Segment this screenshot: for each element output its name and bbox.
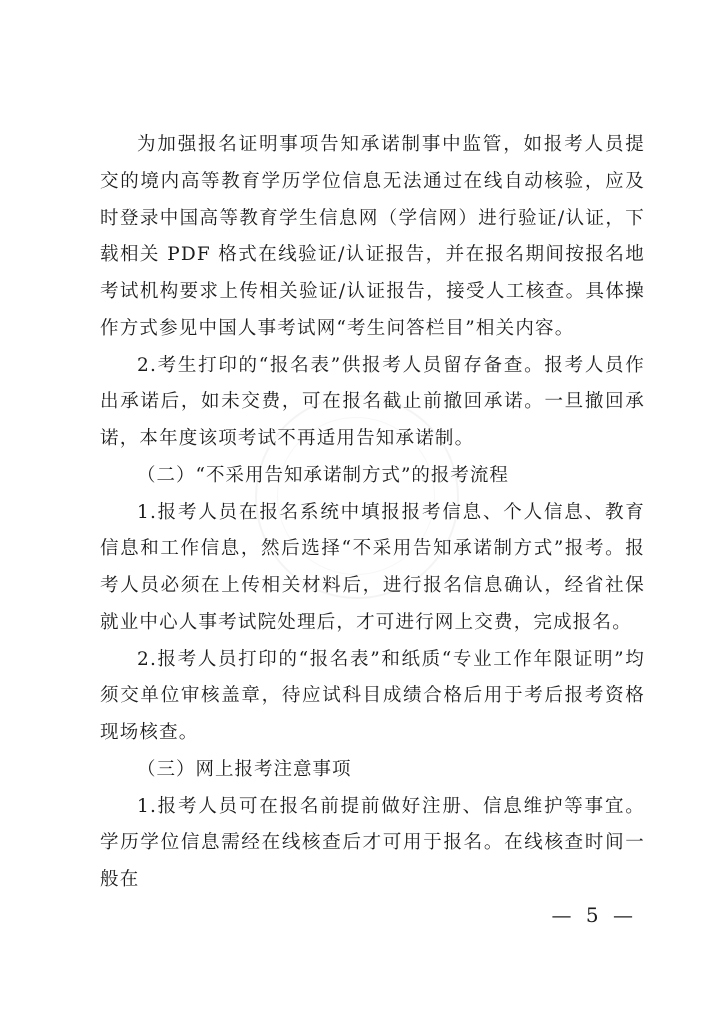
paragraph-notes: 1.报考人员可在报名前提前做好注册、信息维护等事宜。学历学位信息需经在线核查后才可用于报名。在线核查时间一般在 [100, 795, 645, 890]
document-body [100, 127, 645, 899]
section-heading-2: （二）“不采用告知承诺制方式”的报考流程 [137, 464, 509, 486]
section-heading-3: （三）网上报考注意事项 [137, 758, 352, 780]
paragraph-print-form-stamp: 2.报考人员打印的“报名表”和纸质“专业工作年限证明”均须交单位审核盖章，待应试科目成绩合格后用于考后报考资格现场核查。 [100, 648, 645, 743]
page-number: — 5 — [551, 903, 637, 927]
paragraph-non-commitment-process: 1.报考人员在报名系统中填报报考信息、个人信息、教育信息和工作信息，然后选择“不采用告知承诺制方式”报考。报考人员必须在上传相关材料后，进行报名信息确认，经省社保就业中心人事考试院处理后，才可进行网上交费，完成报名。 [100, 501, 645, 633]
paragraph-verification: 为加强报名证明事项告知承诺制事中监管，如报考人员提交的境内高等教育学历学位信息无法通过在线自动核验，应及时登录中国高等教育学生信息网（学信网）进行验证/认证，下载相关 PDF 格式在线验证/认证报告，并在报名期间按报名地考试机构要求上传相关验证/认证报告，接受人工核查。具体操作方式参见中国人事考试网“考生问答栏目”相关内容。 [100, 134, 645, 339]
paragraph-print-form: 2.考生打印的“报名表”供报考人员留存备查。报考人员作出承诺后，如未交费，可在报名截止前撤回承诺。一旦撤回承诺，本年度该项考试不再适用告知承诺制。 [100, 354, 645, 449]
